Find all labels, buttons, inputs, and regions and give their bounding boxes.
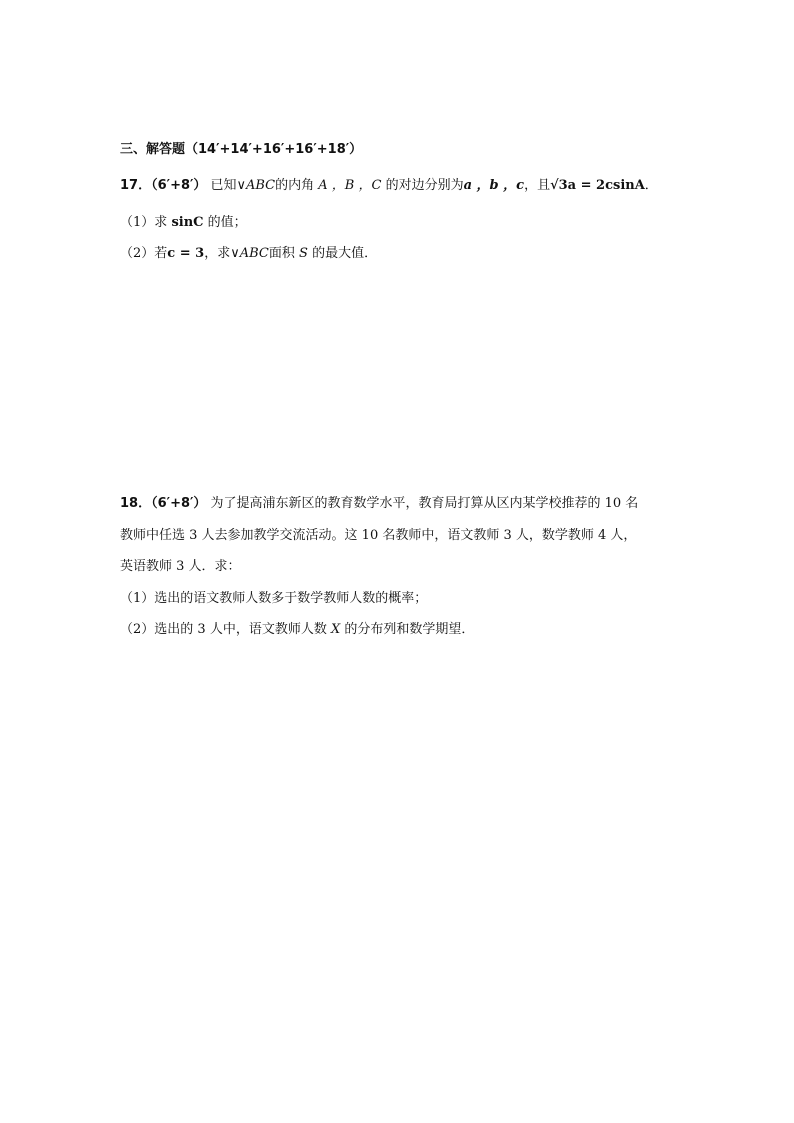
question-17-part-2-text-before: 若	[154, 246, 168, 261]
question-17-part-2-text-mid2: 面积	[268, 246, 295, 261]
question-18-part-1	[120, 590, 427, 608]
question-17-angles: A ，B ，C	[318, 178, 382, 193]
question-17-part-2-var: S	[299, 246, 308, 261]
question-17-triangle: ∨ABC	[236, 178, 276, 193]
question-18-stem-line-3: 英语教师 3 人．求：	[120, 559, 241, 574]
question-17-text-mid2: 的对边分别为	[385, 178, 464, 193]
question-17-part-1-text-before: 求	[154, 215, 168, 230]
question-18-line-1-text: 为了提高浦东新区的教育数学水平，教育局打算从区内某学校推荐的 10 名	[210, 496, 639, 511]
question-18-part-1-text: 选出的语文教师人数多于数学教师人数的概率；	[154, 591, 428, 606]
question-17-part-2-condition: c = 3	[167, 246, 205, 261]
question-18-number: 18．	[120, 496, 152, 511]
question-18-part-2-label: （2）	[120, 622, 155, 637]
section-title: 三、解答题（14′+14′+16′+16′+18′）	[120, 142, 363, 157]
question-17-part-1	[120, 214, 247, 232]
question-17-part-1-expr: sinC	[171, 215, 204, 230]
question-17-part-2	[120, 245, 377, 263]
question-18-points: （6′+8′）	[151, 496, 207, 511]
question-17-part-2-label: （2）	[120, 246, 155, 261]
question-17-part-2-text-after: 的最大值．	[312, 246, 378, 261]
question-18-part-2-text-after: 的分布列和数学期望．	[344, 622, 475, 637]
question-18-part-2-var: X	[330, 622, 341, 637]
question-17-part-1-label: （1）	[120, 215, 155, 230]
question-18-stem-line-1	[120, 495, 638, 513]
question-17-text-mid3: ，且	[524, 178, 551, 193]
question-18-part-1-label: （1）	[120, 591, 155, 606]
question-17-points: （6′+8′）	[151, 178, 207, 193]
question-17-text-mid: 的内角	[275, 178, 315, 193]
question-17-part-2-text-mid: ，求	[204, 246, 231, 261]
question-18-part-2-text-before: 选出的 3 人中，语文教师人数	[154, 622, 327, 637]
question-17-text-prefix: 已知	[210, 178, 237, 193]
question-18-stem-line-2: 教师中任选 3 人去参加教学交流活动。这 10 名教师中，语文教师 3 人，数学教师 4 人，	[120, 528, 637, 543]
question-17-text-end: ．	[644, 178, 658, 193]
question-17-part-2-triangle: ∨ABC	[230, 246, 269, 261]
question-18-part-2	[120, 621, 474, 639]
question-17-sides: a ，b ，c	[463, 178, 525, 193]
question-17-equation: √3a = 2csinA	[550, 178, 645, 193]
question-17-stem	[120, 177, 658, 195]
question-17-number: 17．	[120, 178, 152, 193]
question-17-part-1-text-after: 的值；	[207, 215, 247, 230]
